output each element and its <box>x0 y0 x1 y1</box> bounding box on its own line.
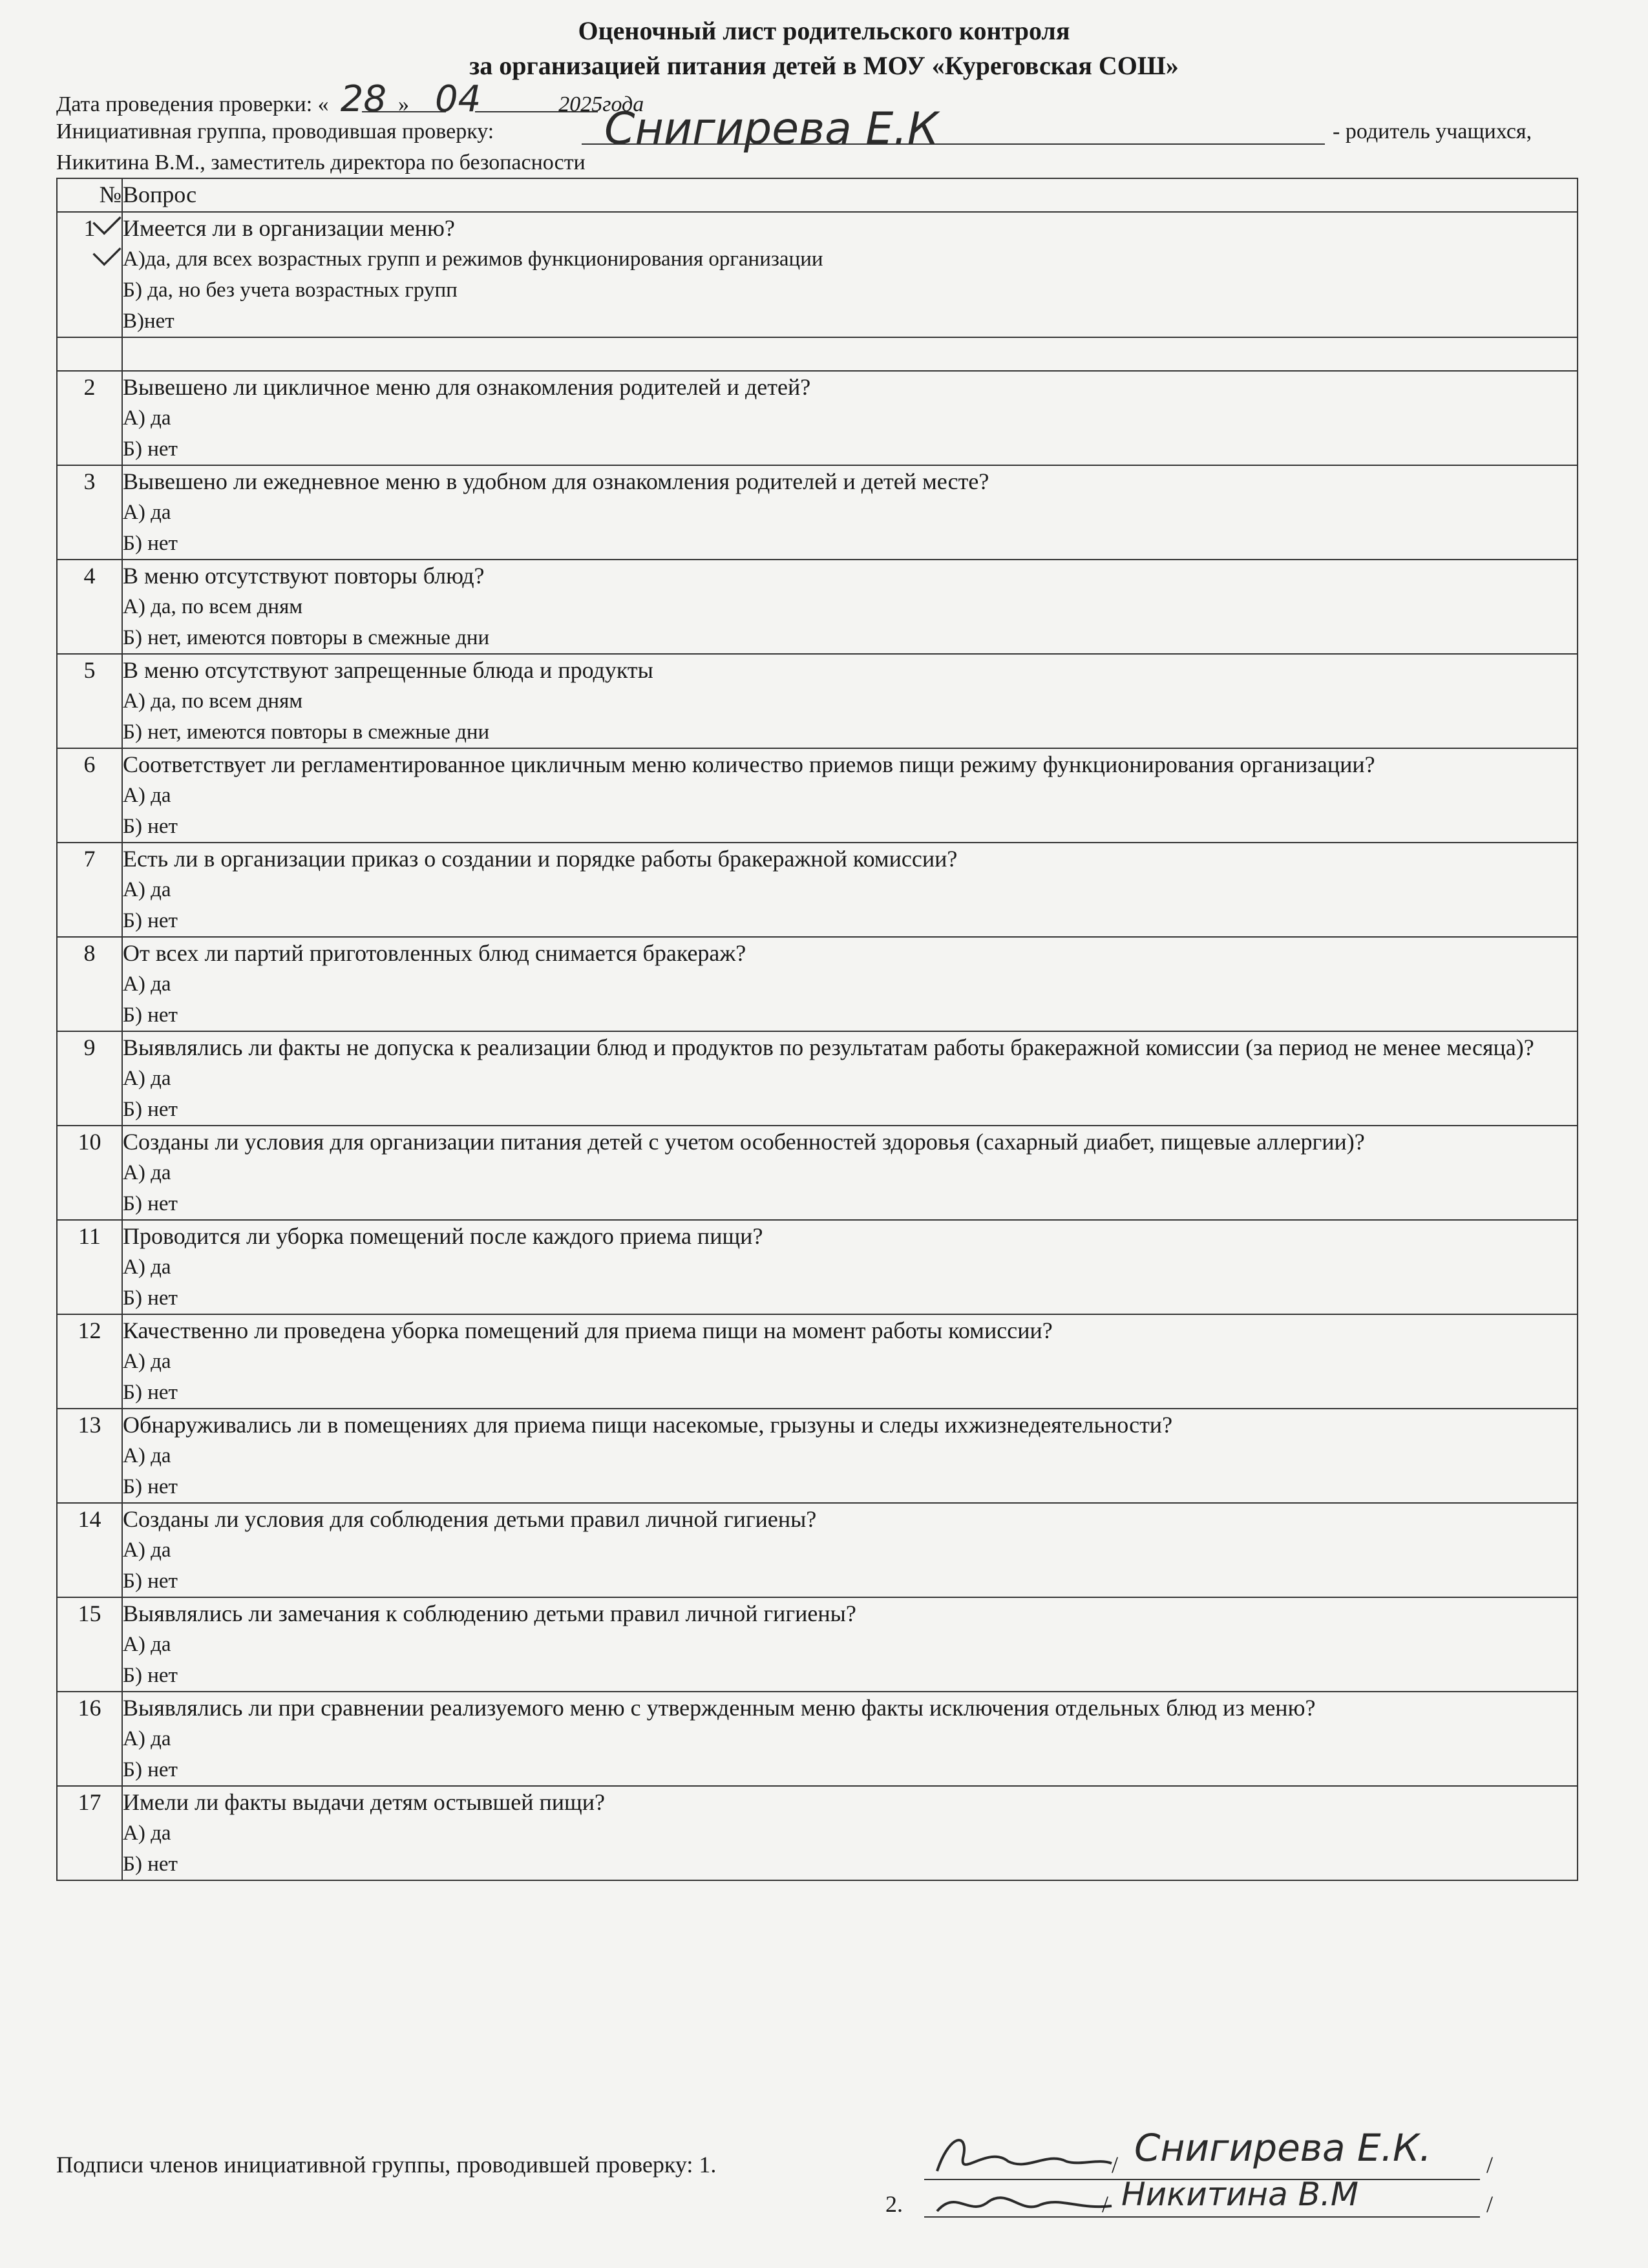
question-cell <box>122 560 1578 654</box>
signature-2-slash-a: / <box>1102 2191 1109 2217</box>
col-num-header: № <box>57 178 122 212</box>
question-cell <box>122 1597 1578 1692</box>
answer-option: А) да <box>123 406 171 430</box>
question-text: От всех ли партий приготовленных блюд снимается бракераж? <box>123 940 746 966</box>
question-cell <box>122 1786 1578 1880</box>
question-cell <box>122 1031 1578 1126</box>
question-number: 12 <box>57 1314 122 1409</box>
answer-option: Б) нет <box>123 1853 178 1876</box>
question-cell <box>122 465 1578 560</box>
question-row <box>57 1126 1578 1220</box>
signature-2-underline <box>924 2216 1480 2218</box>
question-text: Имеется ли в организации меню? <box>123 215 455 241</box>
question-row <box>57 465 1578 560</box>
question-row <box>57 1597 1578 1692</box>
question-number: 10 <box>57 1126 122 1220</box>
question-row <box>57 654 1578 748</box>
question-row <box>57 748 1578 843</box>
question-number: 11 <box>57 1220 122 1314</box>
question-text: Выявлялись ли при сравнении реализуемого меню с утвержденным меню факты исключения отдельных блюд из меню? <box>123 1695 1316 1721</box>
question-text: Соответствует ли регламентированное цикличным меню количество приемов пищи режиму функционирования организации? <box>123 751 1375 777</box>
question-text: Есть ли в организации приказ о создании и порядке работы бракеражной комиссии? <box>123 846 958 872</box>
answer-option: А)да, для всех возрастных групп и режимов функционирования организации <box>123 247 823 271</box>
question-number: 13 <box>57 1409 122 1503</box>
signature-1-slash-b: / <box>1486 2152 1494 2178</box>
question-number: 5 <box>57 654 122 748</box>
question-text: Имели ли факты выдачи детям остывшей пищи? <box>123 1789 606 1815</box>
answer-option: А) да <box>123 1444 171 1467</box>
answer-option: Б) да, но без учета возрастных групп <box>123 278 458 302</box>
question-cell <box>122 1503 1578 1597</box>
question-cell <box>122 748 1578 843</box>
group-label: Инициативная группа, проводившая проверку: <box>56 120 494 143</box>
answer-option: Б) нет <box>123 532 178 555</box>
question-row <box>57 1031 1578 1126</box>
answer-option: Б) нет <box>123 1003 178 1027</box>
question-number: 6 <box>57 748 122 843</box>
date-month-underline <box>475 111 598 112</box>
answer-option: А) да <box>123 501 171 524</box>
question-number: 16 <box>57 1692 122 1786</box>
question-number: 14 <box>57 1503 122 1597</box>
question-number: 2 <box>57 371 122 465</box>
date-year: 2025года <box>558 92 644 116</box>
answer-option: Б) нет <box>123 1758 178 1781</box>
answer-option: Б) нет <box>123 909 178 932</box>
answer-option: Б) нет <box>123 1381 178 1404</box>
answer-option: А) да <box>123 1255 171 1279</box>
question-number: 17 <box>57 1786 122 1880</box>
question-number: 4 <box>57 560 122 654</box>
spacer-cell <box>57 337 122 371</box>
answer-option: Б) нет <box>123 815 178 838</box>
answer-option: Б) нет <box>123 1286 178 1310</box>
group-member-handwritten: Снигирева Е.К <box>604 103 939 154</box>
title-line-1: Оценочный лист родительского контроля <box>578 16 1070 45</box>
answer-option: Б) нет <box>123 1475 178 1498</box>
answer-option: А) да <box>123 878 171 901</box>
table-header-row <box>57 178 1578 212</box>
answer-option: Б) нет <box>123 1192 178 1215</box>
question-number: 1 <box>57 212 122 337</box>
signatures-label: Подписи членов инициативной группы, проводившей проверку: 1. <box>56 2152 717 2178</box>
question-number: 9 <box>57 1031 122 1126</box>
question-row <box>57 1314 1578 1409</box>
date-sep: » <box>397 92 409 116</box>
date-month: 04 <box>434 78 481 120</box>
question-text: Выявлялись ли замечания к соблюдению детьми правил личной гигиены? <box>123 1601 856 1626</box>
question-row <box>57 1503 1578 1597</box>
question-text: Созданы ли условия для организации питания детей с учетом особенностей здоровья (сахарный диабет, пищевые аллергии)? <box>123 1129 1365 1155</box>
answer-option: А) да <box>123 1350 171 1373</box>
answer-option: Б) нет <box>123 1664 178 1687</box>
answer-option: А) да <box>123 1538 171 1562</box>
answer-option: А) да <box>123 1822 171 1845</box>
question-text: Вывешено ли ежедневное меню в удобном для ознакомления родителей и детей месте? <box>123 468 989 494</box>
spacer-row <box>57 337 1578 371</box>
answer-option: Б) нет, имеются повторы в смежные дни <box>123 720 490 744</box>
answer-option: В)нет <box>123 310 174 333</box>
question-text: Вывешено ли цикличное меню для ознакомления родителей и детей? <box>123 374 811 400</box>
question-text: В меню отсутствуют запрещенные блюда и продукты <box>123 657 653 683</box>
date-day-underline <box>362 111 446 112</box>
col-question-header: Вопрос <box>122 178 1578 212</box>
question-row <box>57 560 1578 654</box>
question-text: Проводится ли уборка помещений после каждого приема пищи? <box>123 1223 763 1249</box>
signatures-label-2: 2. <box>885 2191 903 2217</box>
answer-option: Б) нет <box>123 1570 178 1593</box>
question-cell <box>122 1220 1578 1314</box>
question-row <box>57 1220 1578 1314</box>
questions-table <box>56 178 1578 1881</box>
signature-2-name: Никитина В.М <box>1121 2176 1358 2213</box>
question-text: Созданы ли условия для соблюдения детьми правил личной гигиены? <box>123 1506 817 1532</box>
question-cell <box>122 212 1578 337</box>
question-text: Качественно ли проведена уборка помещений для приема пищи на момент работы комиссии? <box>123 1318 1053 1343</box>
question-row <box>57 843 1578 937</box>
question-row <box>57 371 1578 465</box>
signature-1-slash-a: / <box>1112 2152 1119 2178</box>
question-number: 8 <box>57 937 122 1031</box>
group-suffix: - родитель учащихся, <box>1333 120 1532 143</box>
answer-option: А) да, по всем дням <box>123 689 303 713</box>
date-day: 28 <box>340 78 386 120</box>
signature-2-scribble <box>924 2179 1118 2231</box>
answer-option: А) да <box>123 1633 171 1656</box>
answer-option: А) да <box>123 1161 171 1184</box>
question-cell <box>122 1314 1578 1409</box>
question-row <box>57 1409 1578 1503</box>
date-line <box>56 78 644 120</box>
question-row <box>57 937 1578 1031</box>
answer-option: Б) нет <box>123 1098 178 1121</box>
answer-option: А) да <box>123 784 171 807</box>
signature-1-name: Снигирева Е.К. <box>1134 2126 1431 2170</box>
question-row <box>57 212 1578 337</box>
question-number: 7 <box>57 843 122 937</box>
answer-option: А) да, по всем дням <box>123 595 303 618</box>
question-cell <box>122 937 1578 1031</box>
second-member: Никитина В.М., заместитель директора по безопасности <box>56 151 586 174</box>
question-cell <box>122 371 1578 465</box>
date-label: Дата проведения проверки: « <box>56 92 329 116</box>
question-text: В меню отсутствуют повторы блюд? <box>123 563 485 589</box>
answer-option: Б) нет <box>123 437 178 461</box>
answer-option: Б) нет, имеются повторы в смежные дни <box>123 626 490 649</box>
signature-1-scribble <box>924 2126 1118 2184</box>
question-row <box>57 1786 1578 1880</box>
question-text: Выявлялись ли факты не допуска к реализации блюд и продуктов по результатам работы бракеражной комиссии (за период не менее месяца)? <box>123 1034 1534 1060</box>
question-cell <box>122 1692 1578 1786</box>
signature-2-slash-b: / <box>1486 2191 1494 2217</box>
question-cell <box>122 843 1578 937</box>
question-row <box>57 1692 1578 1786</box>
question-cell <box>122 654 1578 748</box>
group-member-underline <box>582 143 1325 145</box>
question-number: 3 <box>57 465 122 560</box>
question-number: 15 <box>57 1597 122 1692</box>
answer-option: А) да <box>123 972 171 996</box>
question-cell <box>122 1126 1578 1220</box>
title-line-2: за организацией питания детей в МОУ «Куреговская СОШ» <box>469 51 1179 80</box>
question-cell <box>122 1409 1578 1503</box>
spacer-cell <box>122 337 1578 371</box>
question-text: Обнаруживались ли в помещениях для приема пищи насекомые, грызуны и следы ихжизнедеятельности? <box>123 1412 1173 1438</box>
answer-option: А) да <box>123 1727 171 1750</box>
answer-option: А) да <box>123 1067 171 1090</box>
